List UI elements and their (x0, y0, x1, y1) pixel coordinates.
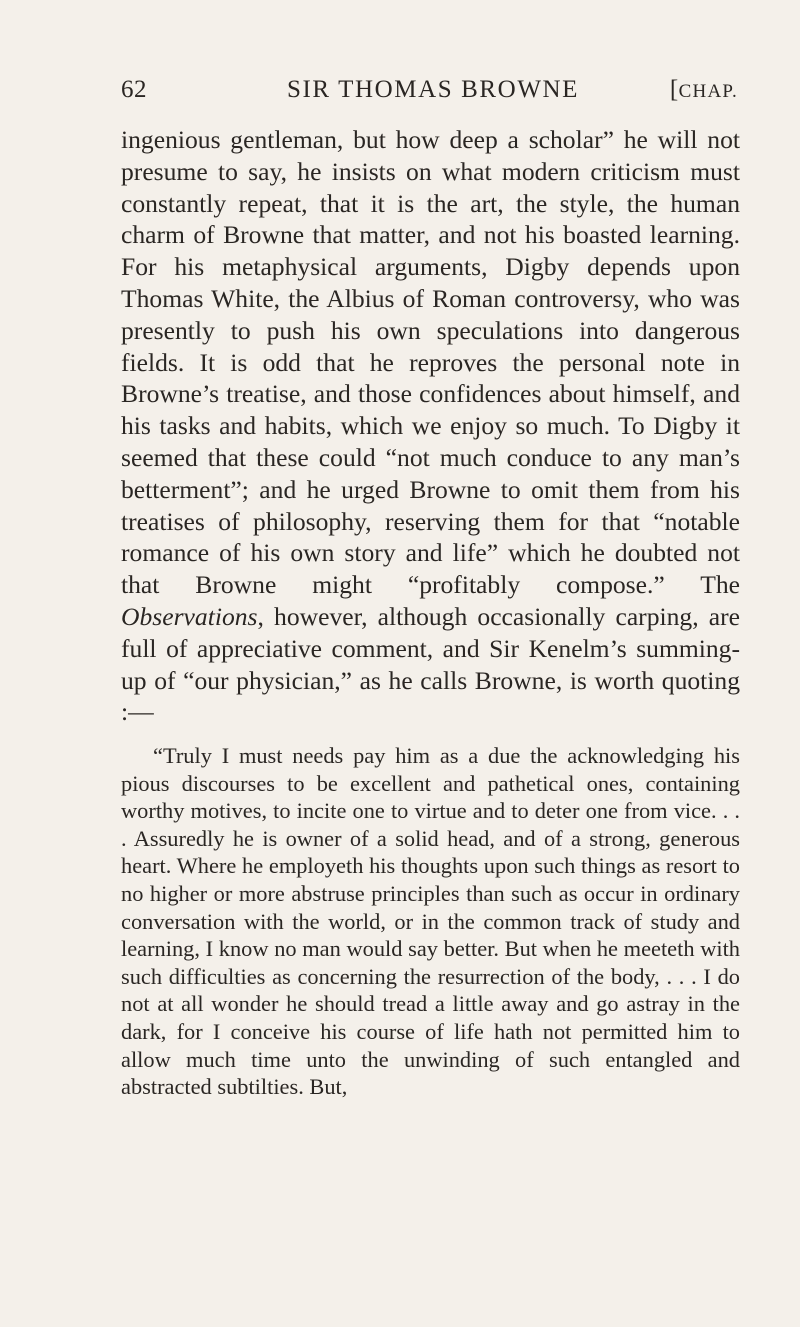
chapter-bracket: [ (669, 76, 679, 103)
page-number: 62 (121, 76, 147, 103)
chapter-abbrev: CHAP. (678, 81, 738, 102)
paragraph-text-part-1: ingenious gentleman, but how deep a scholar” he will not presume to say, he insists on what modern criticism must constantly repeat, that it is the art, the style, the human charm of Browne that matter, and not his boasted learning. For his metaphysical arguments, Digby depends upon Thomas White, the Albius of Roman controversy, who was presently to push his own speculations into dangerous fields. It is odd that he reproves the personal note in Browne’s treatise, and those confidences about himself, and his tasks and habits, which we enjoy so much. To Digby it seemed that these could “not much conduce to any man’s betterment”; and he urged Browne to omit them from his treatises of philosophy, reserving them for that “notable romance of his own story and life” which he doubted not that Browne might “profitably compose.” The (121, 125, 740, 600)
italic-title: Observations (121, 601, 258, 631)
chapter-label (670, 76, 738, 104)
body-paragraph (121, 124, 740, 728)
block-quotation: “Truly I must needs pay him as a due the acknowledging his pious discourses to be excellent and pathetical ones, containing worthy motives, to incite one to virtue and to deter one from vice. . . . Assuredly he is owner of a solid head, and of a strong, generous heart. Where he employeth his thoughts upon such things as resort to no higher or more abstruse principles than such as occur in ordinary conversation with the world, or in the common track of study and learning, I know no man would say better. But when he meeteth with such difficulties as concerning the resurrection of the body, . . . I do not at all wonder he should tread a little away and go astray in the dark, for I conceive his course of life hath not permitted him to allow much time unto the unwinding of such entangled and abstracted subtilties. But, (121, 743, 740, 1100)
paragraph-text-part-2: , however, although occasionally carping, are full of appreciative comment, and Sir Kenelm’s summing-up of “our physician,” as he calls Browne, is worth quoting :— (121, 601, 740, 727)
running-title: SIR THOMAS BROWNE (287, 76, 580, 103)
running-head (121, 76, 738, 106)
